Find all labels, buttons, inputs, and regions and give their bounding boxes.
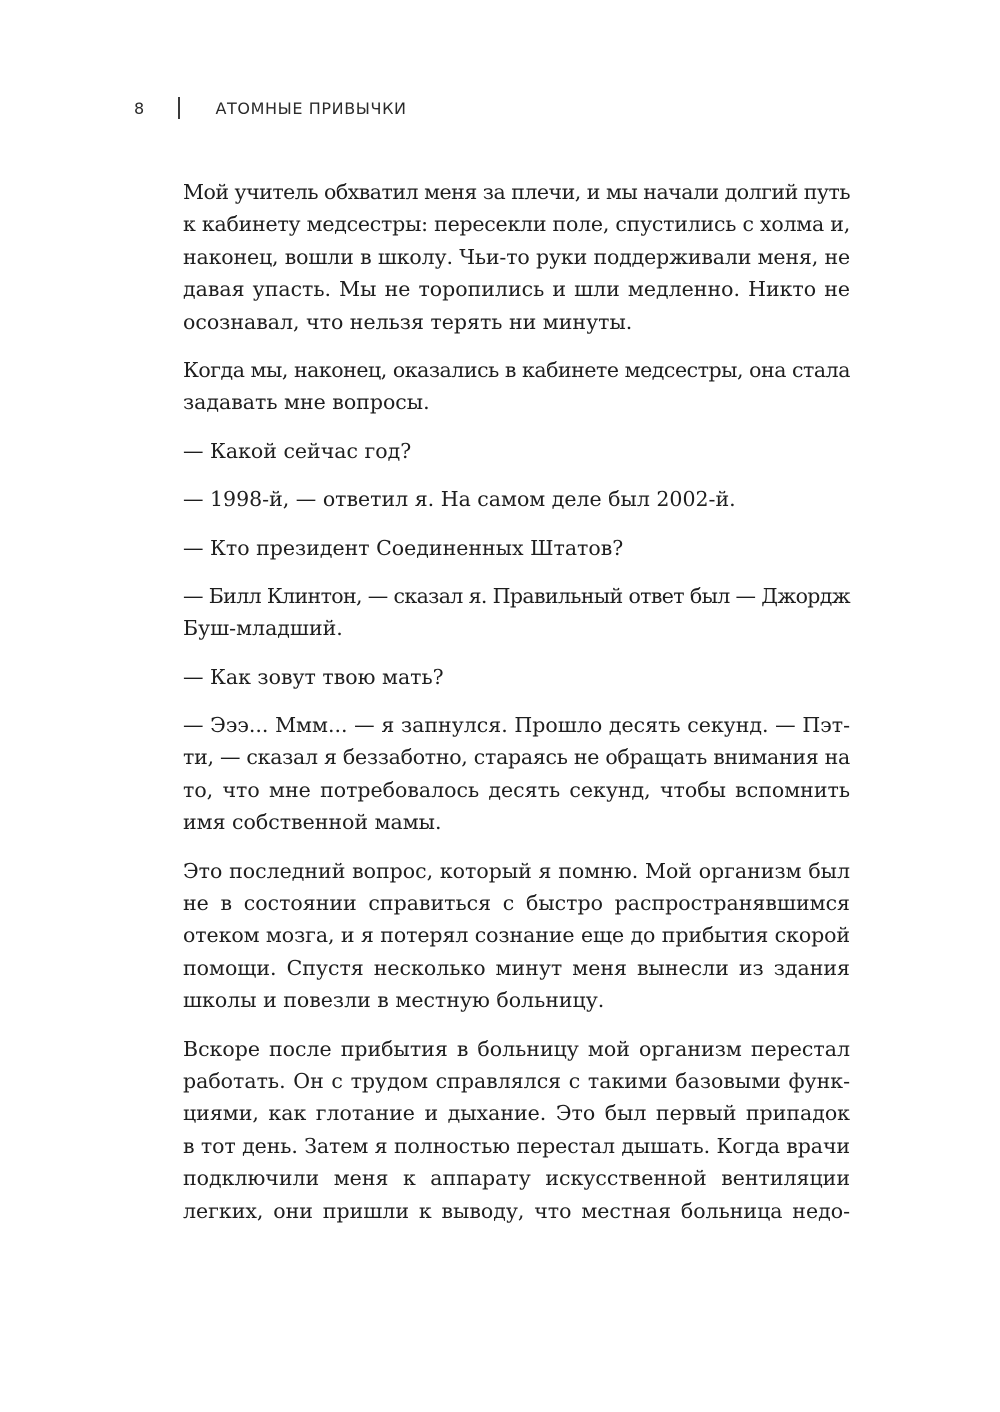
text-line: в тот день. Затем я полностью перестал дышать. Когда врачи [183, 1133, 851, 1158]
text-line: Когда мы, наконец, оказались в кабинете медсестры, она стала [183, 357, 850, 382]
text-line: Это последний вопрос, который я помню. Мой организм был [183, 858, 850, 883]
paragraph [183, 855, 850, 1017]
running-head [134, 96, 407, 120]
header-divider [178, 97, 180, 119]
text-line: то, что мне потребовалось десять секунд, чтобы вспомнить [183, 777, 850, 802]
text-line: школы и повезли в местную больницу. [183, 988, 605, 1013]
text-line: — Кто президент Соединенных Штатов? [183, 535, 624, 560]
paragraph [183, 435, 850, 467]
paragraph [183, 354, 850, 419]
text-line: ти, — сказал я беззаботно, стараясь не обращать внимания на [183, 745, 850, 770]
text-line: подключили меня к аппарату искусственной вентиляции [183, 1166, 850, 1191]
text-line: задавать мне вопросы. [183, 390, 430, 415]
paragraph [183, 709, 850, 839]
text-line: наконец, вошли в школу. Чьи-то руки поддерживали меня, не [183, 244, 850, 269]
text-line: — Как зовут твою мать? [183, 664, 444, 689]
text-line: — 1998-й, — ответил я. На самом деле был 2002-й. [183, 487, 736, 512]
text-line: работать. Он с трудом справлялся с такими базовыми функ- [183, 1068, 850, 1093]
text-line: к кабинету медсестры: пересекли поле, спустились с холма и, [183, 212, 850, 237]
paragraph [183, 483, 850, 515]
text-line: помощи. Спустя несколько минут меня вынесли из здания [183, 955, 850, 980]
paragraph [183, 532, 850, 564]
text-line: — Какой сейчас год? [183, 438, 412, 463]
body-text [183, 176, 850, 1243]
text-line: циями, как глотание и дыхание. Это был первый припадок [183, 1101, 850, 1126]
paragraph [183, 176, 850, 338]
text-line: отеком мозга, и я потерял сознание еще до прибытия скорой [183, 923, 850, 948]
paragraph [183, 661, 850, 693]
text-line: Буш-младший. [183, 616, 343, 641]
page-number: 8 [134, 98, 145, 118]
text-line: легких, они пришли к выводу, что местная больница недо- [183, 1198, 850, 1223]
text-line: — Билл Клинтон, — сказал я. Правильный ответ был — Джордж [183, 583, 850, 608]
text-line: Мой учитель обхватил меня за плечи, и мы начали долгий путь [183, 180, 850, 204]
paragraph [183, 580, 850, 645]
book-title: АТОМНЫЕ ПРИВЫЧКИ [215, 98, 407, 118]
text-line: — Эээ... Ммм... — я запнулся. Прошло десять секунд. — Пэт- [183, 713, 850, 738]
text-line: Вскоре после прибытия в больницу мой организм перестал [183, 1036, 850, 1061]
text-line: не в состоянии справиться с быстро распространявшимся [183, 891, 850, 916]
text-line: давая упасть. Мы не торопились и шли медленно. Никто не [183, 277, 850, 302]
text-line: осознавал, что нельзя терять ни минуты. [183, 309, 633, 334]
paragraph [183, 1033, 850, 1227]
text-line: имя собственной мамы. [183, 810, 442, 835]
